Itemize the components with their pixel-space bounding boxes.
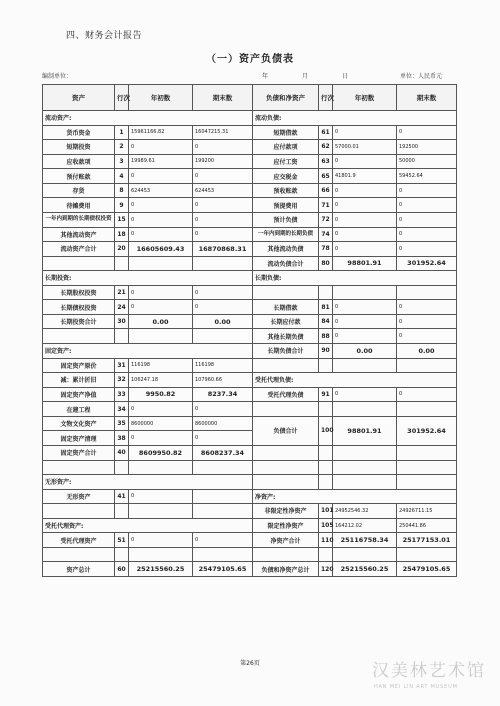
begin-value: 0 xyxy=(129,489,193,504)
empty-cell xyxy=(193,460,253,475)
empty-cell xyxy=(333,402,397,417)
table-row xyxy=(43,475,457,490)
item-name: 减：累计折旧 xyxy=(43,373,115,388)
line-number: 74 xyxy=(319,227,333,242)
item-name: 短期借款 xyxy=(253,125,319,140)
end-value: 0 xyxy=(193,212,253,227)
section-label: 长期投资: xyxy=(43,271,253,286)
item-name: 预提费用 xyxy=(253,198,319,213)
end-value: 0 xyxy=(193,227,253,242)
line-number: 90 xyxy=(319,344,333,359)
empty-cell xyxy=(397,475,457,490)
table-row xyxy=(43,460,457,475)
line-number: 20 xyxy=(115,242,129,257)
line-number: 100 xyxy=(319,416,333,445)
begin-value: 0 xyxy=(129,140,193,155)
empty-cell xyxy=(333,358,397,373)
line-number: 81 xyxy=(319,300,333,315)
item-name: 应交税金 xyxy=(253,169,319,184)
line-number: 31 xyxy=(115,358,129,373)
table-row xyxy=(43,489,457,504)
item-name: 待摊费用 xyxy=(43,198,115,213)
table-row xyxy=(43,140,457,155)
item-name: 长期债权投资 xyxy=(43,300,115,315)
empty-cell xyxy=(115,256,129,271)
begin-value: 0 xyxy=(333,198,397,213)
item-name: 长期应付款 xyxy=(253,314,319,329)
empty-cell xyxy=(333,460,397,475)
item-name: 长期股权投资 xyxy=(43,285,115,300)
item-name: 长期借款 xyxy=(253,300,319,315)
item-name: 长期投资合计 xyxy=(43,314,115,329)
empty-cell xyxy=(319,460,333,475)
item-name: 固定资产清理 xyxy=(43,431,115,446)
item-name: 应收款项 xyxy=(43,154,115,169)
year-label: 年 xyxy=(262,73,269,80)
line-number: 3 xyxy=(115,154,129,169)
table-row xyxy=(43,242,457,257)
item-name: 应付款项 xyxy=(253,140,319,155)
svg-text:汉美林艺术馆: 汉美林艺术馆 xyxy=(372,661,486,681)
total-begin-value: 25215560.25 xyxy=(333,562,397,577)
item-name: 在建工程 xyxy=(43,402,115,417)
table-row xyxy=(43,271,457,286)
total-end-value: 16870868.31 xyxy=(193,242,253,257)
empty-cell xyxy=(253,445,319,460)
total-end-value: 8237.34 xyxy=(193,387,253,402)
line-number: 35 xyxy=(115,416,129,431)
item-name: 货币资金 xyxy=(43,125,115,140)
table-row xyxy=(43,212,457,227)
empty-cell xyxy=(253,460,319,475)
table-row xyxy=(43,125,457,140)
end-value: 0 xyxy=(193,300,253,315)
end-value: 192500 xyxy=(397,140,457,155)
end-value: 50000 xyxy=(397,154,457,169)
item-name: 预收账款 xyxy=(253,183,319,198)
begin-value: 0 xyxy=(129,285,193,300)
begin-value: 0 xyxy=(333,183,397,198)
end-value: 0 xyxy=(193,431,253,446)
total-end-value: 0.00 xyxy=(397,344,457,359)
line-number: 33 xyxy=(115,387,129,402)
header-asset: 资产 xyxy=(43,85,115,111)
end-value: 16047215.31 xyxy=(193,125,253,140)
item-name: 无形资产 xyxy=(43,489,115,504)
table-row xyxy=(43,344,457,359)
item-name: 其他流动资产 xyxy=(43,227,115,242)
line-number: 51 xyxy=(115,533,129,548)
month-label: 月 xyxy=(302,73,309,80)
section-label: 固定资产: xyxy=(43,344,253,359)
item-name: 文物文化资产 xyxy=(43,416,115,431)
section-title: 四、财务会计报告 xyxy=(66,31,143,41)
begin-value: 8600000 xyxy=(129,416,193,431)
empty-cell xyxy=(193,256,253,271)
section-label: 流动负债: xyxy=(253,111,457,126)
table-row xyxy=(43,518,457,533)
begin-value: 0 xyxy=(129,169,193,184)
line-number: 66 xyxy=(319,183,333,198)
empty-cell xyxy=(253,402,319,417)
end-value: 0 xyxy=(397,125,457,140)
end-value: 199200 xyxy=(193,154,253,169)
begin-value: 0 xyxy=(333,212,397,227)
line-number: 84 xyxy=(319,314,333,329)
end-value: 0 xyxy=(193,533,253,548)
item-name: 受托代理负债 xyxy=(253,387,319,402)
line-number: 18 xyxy=(115,227,129,242)
item-name: 固定资产原价 xyxy=(43,358,115,373)
item-name: 一年内到期的长期负债 xyxy=(253,227,319,242)
line-number: 78 xyxy=(319,242,333,257)
table-row xyxy=(43,111,457,126)
empty-cell xyxy=(333,475,397,490)
table-row xyxy=(43,285,457,300)
end-value: 0 xyxy=(397,387,457,402)
empty-cell xyxy=(129,547,193,562)
section-label: 流动资产: xyxy=(43,111,253,126)
end-value: 107960.66 xyxy=(193,373,253,388)
total-begin-value: 9950.82 xyxy=(129,387,193,402)
table-row xyxy=(43,416,457,431)
line-number: 4 xyxy=(115,169,129,184)
empty-cell xyxy=(43,329,115,344)
empty-cell xyxy=(253,358,319,373)
begin-value: 106247.18 xyxy=(129,373,193,388)
end-value: 0 xyxy=(193,198,253,213)
end-value xyxy=(193,489,253,504)
empty-cell xyxy=(319,358,333,373)
compiling-unit-label: 编制单位： xyxy=(42,73,73,80)
line-number: 71 xyxy=(319,198,333,213)
item-name: 短期投资 xyxy=(43,140,115,155)
begin-value: 0 xyxy=(333,300,397,315)
begin-value: 0 xyxy=(333,387,397,402)
line-number: 101 xyxy=(319,504,333,519)
item-name: 负债合计 xyxy=(253,416,319,445)
empty-cell xyxy=(193,547,253,562)
end-value: 0 xyxy=(397,212,457,227)
empty-cell xyxy=(115,504,129,519)
line-number: 88 xyxy=(319,329,333,344)
item-name: 净资产合计 xyxy=(253,533,319,548)
end-value: 0 xyxy=(193,402,253,417)
total-begin-value: 25116758.34 xyxy=(333,533,397,548)
total-begin-value: 98801.91 xyxy=(333,416,397,445)
table-row xyxy=(43,198,457,213)
end-value: 0 xyxy=(193,169,253,184)
empty-cell xyxy=(397,358,457,373)
item-name: 长期负债合计 xyxy=(253,344,319,359)
item-name: 其他长期负债 xyxy=(253,329,319,344)
empty-cell xyxy=(397,445,457,460)
empty-cell xyxy=(193,329,253,344)
begin-value: 24952546.32 xyxy=(333,504,397,519)
line-number: 61 xyxy=(319,125,333,140)
empty-cell xyxy=(115,460,129,475)
end-value: 0 xyxy=(397,198,457,213)
header-line: 行次 xyxy=(115,85,129,111)
table-row xyxy=(43,387,457,402)
end-value: 0 xyxy=(397,329,457,344)
begin-value: 0 xyxy=(129,198,193,213)
total-begin-value: 0.00 xyxy=(129,314,193,329)
empty-cell xyxy=(319,285,333,300)
table-row xyxy=(43,562,457,577)
line-number: 9 xyxy=(115,198,129,213)
total-end-value: 25479105.65 xyxy=(193,562,253,577)
line-number: 38 xyxy=(115,431,129,446)
table-row xyxy=(43,154,457,169)
empty-cell xyxy=(397,460,457,475)
begin-value: 57000.01 xyxy=(333,140,397,155)
begin-value: 0 xyxy=(333,154,397,169)
item-name: 应付工资 xyxy=(253,154,319,169)
empty-cell xyxy=(319,475,333,490)
line-number: 62 xyxy=(319,140,333,155)
empty-cell xyxy=(333,547,397,562)
begin-value: 0 xyxy=(129,300,193,315)
header-end-2: 期末数 xyxy=(397,85,457,111)
table-row xyxy=(43,256,457,271)
empty-cell xyxy=(193,504,253,519)
table-row xyxy=(43,314,457,329)
line-number: 72 xyxy=(319,212,333,227)
end-value: 0 xyxy=(193,285,253,300)
item-name: 资产总计 xyxy=(43,562,115,577)
line-number: 32 xyxy=(115,373,129,388)
empty-cell xyxy=(253,547,319,562)
end-value: 250441.86 xyxy=(397,518,457,533)
table-row xyxy=(43,300,457,315)
total-begin-value: 16605609.43 xyxy=(129,242,193,257)
table-row xyxy=(43,329,457,344)
section-label: 净资产: xyxy=(253,489,457,504)
item-name: 流动负债合计 xyxy=(253,256,319,271)
line-number: 80 xyxy=(319,256,333,271)
empty-cell xyxy=(115,329,129,344)
item-name: 其他流动负债 xyxy=(253,242,319,257)
empty-cell xyxy=(129,460,193,475)
total-begin-value: 0.00 xyxy=(333,344,397,359)
table-row xyxy=(43,504,457,519)
empty-cell xyxy=(129,329,193,344)
empty-cell xyxy=(333,285,397,300)
begin-value: 0 xyxy=(129,431,193,446)
begin-value: 0 xyxy=(129,227,193,242)
currency-unit-label: 单位：人民币元 xyxy=(400,73,443,80)
begin-value: 624453 xyxy=(129,183,193,198)
item-name: 受托代理资产 xyxy=(43,533,115,548)
empty-cell xyxy=(43,256,115,271)
header-end: 期末数 xyxy=(193,85,253,111)
total-end-value: 8608237.34 xyxy=(193,445,253,460)
table-row xyxy=(43,373,457,388)
empty-cell xyxy=(129,256,193,271)
table-title: （一）资产负债表 xyxy=(206,54,294,65)
item-name: 预付账款 xyxy=(43,169,115,184)
item-name: 负债和净资产总计 xyxy=(253,562,319,577)
table-row xyxy=(43,227,457,242)
begin-value: 0 xyxy=(333,125,397,140)
balance-sheet-table xyxy=(42,84,457,577)
end-value: 8600000 xyxy=(193,416,253,431)
begin-value: 0 xyxy=(129,212,193,227)
end-value: 59452.64 xyxy=(397,169,457,184)
end-value: 0 xyxy=(397,227,457,242)
begin-value: 0 xyxy=(333,227,397,242)
total-end-value: 301952.64 xyxy=(397,256,457,271)
item-name: 流动资产合计 xyxy=(43,242,115,257)
total-end-value: 0.00 xyxy=(193,314,253,329)
item-name: 限定性净资产 xyxy=(253,518,319,533)
begin-value: 164212.02 xyxy=(333,518,397,533)
empty-cell xyxy=(319,547,333,562)
empty-cell xyxy=(253,285,319,300)
header-liabilities: 负债和净资产 xyxy=(253,85,319,111)
line-number: 110 xyxy=(319,533,333,548)
table-row xyxy=(43,402,457,417)
end-value: 0 xyxy=(397,314,457,329)
end-value: 116198 xyxy=(193,358,253,373)
line-number: 21 xyxy=(115,285,129,300)
end-value: 0 xyxy=(397,183,457,198)
empty-cell xyxy=(43,547,115,562)
line-number: 120 xyxy=(319,562,333,577)
begin-value: 15961166.82 xyxy=(129,125,193,140)
table-row xyxy=(43,358,457,373)
total-begin-value: 25215560.25 xyxy=(129,562,193,577)
end-value: 0 xyxy=(193,140,253,155)
line-number: 91 xyxy=(319,387,333,402)
item-name: 非限定性净资产 xyxy=(253,504,319,519)
total-begin-value: 98801.91 xyxy=(333,256,397,271)
header-begin: 年初数 xyxy=(129,85,193,111)
empty-cell xyxy=(319,402,333,417)
total-end-value: 25177153.01 xyxy=(397,533,457,548)
begin-value: 0 xyxy=(333,314,397,329)
museum-logo xyxy=(368,652,488,692)
begin-value: 0 xyxy=(333,242,397,257)
begin-value: 19989.61 xyxy=(129,154,193,169)
item-name: 固定资产净值 xyxy=(43,387,115,402)
begin-value: 116198 xyxy=(129,358,193,373)
empty-cell xyxy=(333,445,397,460)
line-number: 63 xyxy=(319,154,333,169)
line-number: 24 xyxy=(115,300,129,315)
empty-cell xyxy=(43,460,115,475)
begin-value: 41801.9 xyxy=(333,169,397,184)
item-name: 固定资产合计 xyxy=(43,445,115,460)
end-value: 0 xyxy=(397,242,457,257)
line-number: 8 xyxy=(115,183,129,198)
end-value: 0 xyxy=(397,300,457,315)
table-row xyxy=(43,533,457,548)
begin-value: 0 xyxy=(333,329,397,344)
item-name: 存货 xyxy=(43,183,115,198)
section-label: 受托代理负债: xyxy=(253,373,457,388)
header-row xyxy=(43,85,457,111)
table-row xyxy=(43,183,457,198)
line-number: 30 xyxy=(115,314,129,329)
total-end-value: 25479105.65 xyxy=(397,562,457,577)
section-label: 无形资产: xyxy=(43,475,253,490)
header-begin-2: 年初数 xyxy=(333,85,397,111)
empty-cell xyxy=(397,285,457,300)
total-end-value: 301952.64 xyxy=(397,416,457,445)
empty-cell xyxy=(253,475,319,490)
section-label: 长期负债: xyxy=(253,271,457,286)
page-number: 第26页 xyxy=(240,660,260,667)
table-row xyxy=(43,547,457,562)
empty-cell xyxy=(129,504,193,519)
line-number: 40 xyxy=(115,445,129,460)
day-label: 日 xyxy=(342,73,349,80)
empty-cell xyxy=(115,547,129,562)
table-row xyxy=(43,169,457,184)
section-label: 受托代理资产: xyxy=(43,518,253,533)
line-number: 60 xyxy=(115,562,129,577)
empty-cell xyxy=(43,504,115,519)
header-line-2: 行次 xyxy=(319,85,333,111)
line-number: 41 xyxy=(115,489,129,504)
item-name: 一年内到期的长期债权投资 xyxy=(43,212,115,227)
line-number: 34 xyxy=(115,402,129,417)
line-number: 15 xyxy=(115,212,129,227)
line-number: 1 xyxy=(115,125,129,140)
empty-cell xyxy=(397,547,457,562)
end-value: 24926711.15 xyxy=(397,504,457,519)
total-begin-value: 8609950.82 xyxy=(129,445,193,460)
svg-text:HAN MEI LIN ART MUSEUM: HAN MEI LIN ART MUSEUM xyxy=(374,684,458,690)
table-row xyxy=(43,445,457,460)
item-name: 预计负债 xyxy=(253,212,319,227)
begin-value: 0 xyxy=(129,533,193,548)
empty-cell xyxy=(319,445,333,460)
line-number: 105 xyxy=(319,518,333,533)
line-number: 2 xyxy=(115,140,129,155)
begin-value: 0 xyxy=(129,402,193,417)
end-value: 624453 xyxy=(193,183,253,198)
line-number: 65 xyxy=(319,169,333,184)
empty-cell xyxy=(397,402,457,417)
